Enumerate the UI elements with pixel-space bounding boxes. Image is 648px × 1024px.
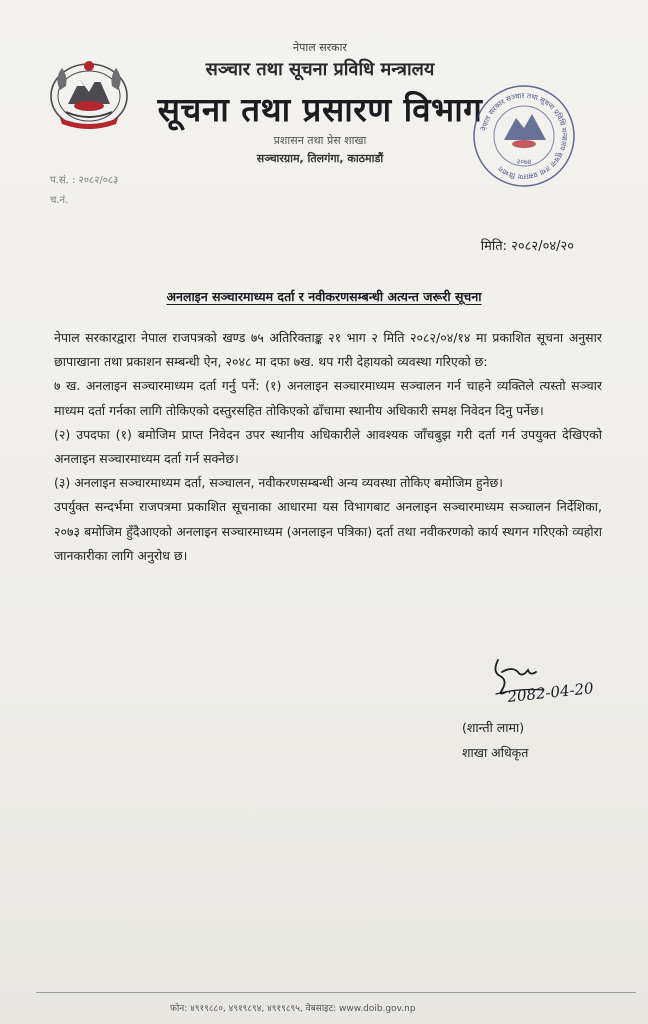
seal-year: २०७४ — [516, 158, 532, 166]
body-paragraph: उपर्युक्त सन्दर्भमा राजपत्रमा प्रकाशित सूचनाका आधारमा यस विभागबाट अनलाइन सञ्चारमाध्यम सञ्चालन निर्देशिका, २०७३ बमोजिम हुँदैआएको अनलाइन सञ्चारमाध्यम (अनलाइन पत्रिका) दर्ता तथा नवीकरणको कार्य स्थगन गरिएको व्यहोरा जानकारीका लागि अनुरोध छ। — [54, 499, 602, 563]
notice-date: मिति: २०८२/०४/२० — [480, 239, 574, 254]
signature-date: 2082-04-20 — [506, 679, 595, 706]
body-paragraph: (३) अनलाइन सञ्चारमाध्यम दर्ता, सञ्चालन, नवीकरणसम्बन्धी अन्य व्यवस्था तोकिए बमोजिम हुनेछ। — [54, 475, 504, 491]
ministry-name: सञ्चार तथा सूचना प्रविधि मन्त्रालय — [205, 59, 435, 80]
notice-subject — [0, 288, 648, 305]
notice-subject-text: अनलाइन सञ्चारमाध्यम दर्ता र नवीकरणसम्बन्धी अत्यन्त जरूरी सूचना — [166, 289, 482, 304]
footer-divider — [36, 992, 636, 993]
signatory-name: (शान्ती लामा) — [462, 720, 525, 735]
seal-text: नेपाल सरकार सञ्चार तथा सूचना प्रविधि मन्त्रालय सूचना तथा प्रसारण विभाग — [479, 90, 570, 182]
section-name: प्रशासन तथा प्रेस शाखा — [273, 134, 367, 147]
dispatch-number: च.नं. — [50, 195, 69, 206]
body-paragraph: नेपाल सरकारद्वारा नेपाल राजपत्रको खण्ड ७५ अतिरिक्ताङ्क २१ भाग २ मिति २०८२/०४/१४ मा प्रकाशित सूचना अनुसार छापाखाना तथा प्रकाशन सम्बन्धी ऐन, २०४८ मा दफा ७ख. थप गरी देहायको व्यवस्था गरिएको छ: — [54, 330, 602, 370]
government-name: नेपाल सरकार — [293, 41, 347, 54]
handwritten-signature — [488, 650, 618, 706]
body-paragraph: (२) उपदफा (१) बमोजिम प्राप्त निवेदन उपर स्थानीय अधिकारीले आवश्यक जाँचबुझ गरी दर्ता गर्न उपयुक्त देखिएको अनलाइन सञ्चारमाध्यम दर्ता गर्न सक्नेछ। — [54, 426, 602, 467]
nepal-emblem-icon — [46, 56, 132, 132]
department-seal-icon — [470, 82, 578, 190]
notice-body — [54, 326, 602, 568]
body-paragraph: ७ ख. अनलाइन सञ्चारमाध्यम दर्ता गर्नु पर्ने: (१) अनलाइन सञ्चारमाध्यम सञ्चालन गर्न चाहने व्यक्तिले त्यस्तो सञ्चार माध्यम दर्ता गर्नका लागि तोकिएको दस्तुरसहित तोकिएको ढाँचामा स्थानीय अधिकारी समक्ष निवेदन दिनु पर्नेछ। — [54, 378, 602, 418]
department-name: सूचना तथा प्रसारण विभाग — [157, 90, 483, 129]
office-address: सञ्चारग्राम, तिलगंगा, काठमाडौं — [256, 152, 384, 165]
reference-number: प.सं. : २०८२/०८३ — [50, 175, 119, 186]
footer-contact: फोन: ४९१९८८०, ४९१९८९४, ४९१९८९५, वेबसाइट: www.doib.gov.np — [170, 1004, 416, 1014]
signatory-title: शाखा अधिकृत — [462, 745, 529, 760]
